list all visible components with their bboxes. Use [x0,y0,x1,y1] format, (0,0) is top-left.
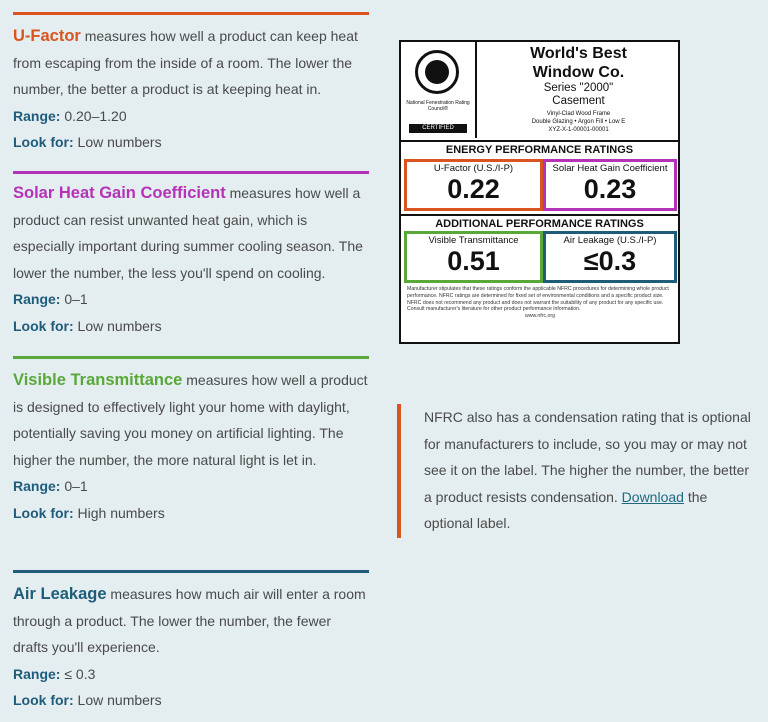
air-leakage-range: Range: ≤ 0.3 [13,665,96,682]
nfrc-url: www.nfrc.org [525,313,555,320]
air-leakage-rule [13,570,369,573]
spec-glazing: Double Glazing • Argon Fill • Low E [531,119,626,125]
nfrc-seal-icon [415,50,459,94]
company-name-1: World's Best [530,45,627,62]
shgc-section [13,171,369,339]
shgc-term: Solar Heat Gain Coefficient [13,184,226,202]
shgc-paragraph [13,180,369,286]
nfrc-logo [401,42,477,138]
air-leakage-value: ≤0.3 [583,246,637,276]
u-factor-range: Range: 0.20–1.20 [13,107,127,124]
vt-description: measures how well a product is designed to effectively light your home with daylight, potentially saving you money on artificial lighting. The higher the number, the more natural light is let in. [13,372,368,468]
vt-term: Visible Transmittance [13,371,183,389]
shgc-value: 0.23 [583,174,637,204]
nfrc-label [399,40,680,344]
energy-heading: ENERGY PERFORMANCE RATINGS [445,144,634,156]
shgc-range: Range: 0–1 [13,291,88,307]
shgc-description: measures how well a product can resist unwanted heat gain, which is especially important during summer cooling season. The lower the number, the less you'll spend on cooling. [13,185,363,281]
shgc-rule [13,171,369,174]
product-code: XYZ-X-1-00001-00001 [548,127,609,133]
shgc-look-for: Look for: Low numbers [13,317,162,334]
download-link[interactable]: Download [621,488,684,505]
label-header [401,42,678,142]
u-factor-description: measures how well a product can keep heat from escaping from the inside of a room. The lower the number, the better a product is at keeping heat in. [13,28,358,97]
company-info [477,44,680,134]
air-leakage-paragraph [13,581,369,661]
air-leakage-look-for: Look for: Low numbers [13,692,162,708]
condensation-note: NFRC also has a condensation rating that is optional for manufacturers to include, so you may or may not see it on the label. The higher the number, the better a product resists condensation. Download the optional label. [424,409,751,531]
u-factor-look-for: Look for: Low numbers [13,134,162,150]
council-name: National Fenestration Rating Council® [406,100,470,112]
u-factor-term: U-Factor [13,27,81,45]
vt-value: 0.51 [447,246,500,276]
spec-frame: Vinyl-Clad Wood Frame [546,111,611,117]
air-leakage-description: measures how much air will enter a room through a product. The lower the number, the fewer drafts you'll experience. [13,586,366,655]
air-leakage-cell: Air Leakage (U.S./I-P) ≤0.3 [543,231,677,283]
u-factor-section [13,12,369,156]
additional-heading: ADDITIONAL PERFORMANCE RATINGS [401,214,678,232]
air-leakage-section [13,570,369,714]
u-factor-value: 0.22 [447,174,500,204]
vt-paragraph [13,367,369,473]
u-factor-cell: U-Factor (U.S./I-P) 0.22 [404,159,543,211]
company-name-2: Window Co. [532,64,625,81]
vt-section [13,356,369,526]
u-factor-paragraph [13,23,369,103]
air-leakage-term: Air Leakage [13,585,107,603]
window-type: Casement [552,95,605,107]
shgc-cell: Solar Heat Gain Coefficient 0.23 [543,159,677,211]
u-factor-rule [13,12,369,15]
vt-rule [13,356,369,359]
fine-print: Manufacturer stipulates that these ratings conform the applicable NFRC procedures for determining whole product performance. NFRC ratings are determined for fixed set of environmental conditions and a specific product size. NFRC does not recommend any product and does not warrant the suitability of any product for any specific use. Consult manufacturer's literature for other product performance information. www.nfrc.org [407,286,673,320]
certified-badge: CERTIFIED [409,124,467,133]
note-accent-bar [397,404,401,538]
vt-cell: Visible Transmittance 0.51 [404,231,543,283]
series: Series "2000" [543,82,614,94]
vt-look-for: Look for: High numbers [13,504,165,521]
vt-range: Range: 0–1 [13,478,88,494]
